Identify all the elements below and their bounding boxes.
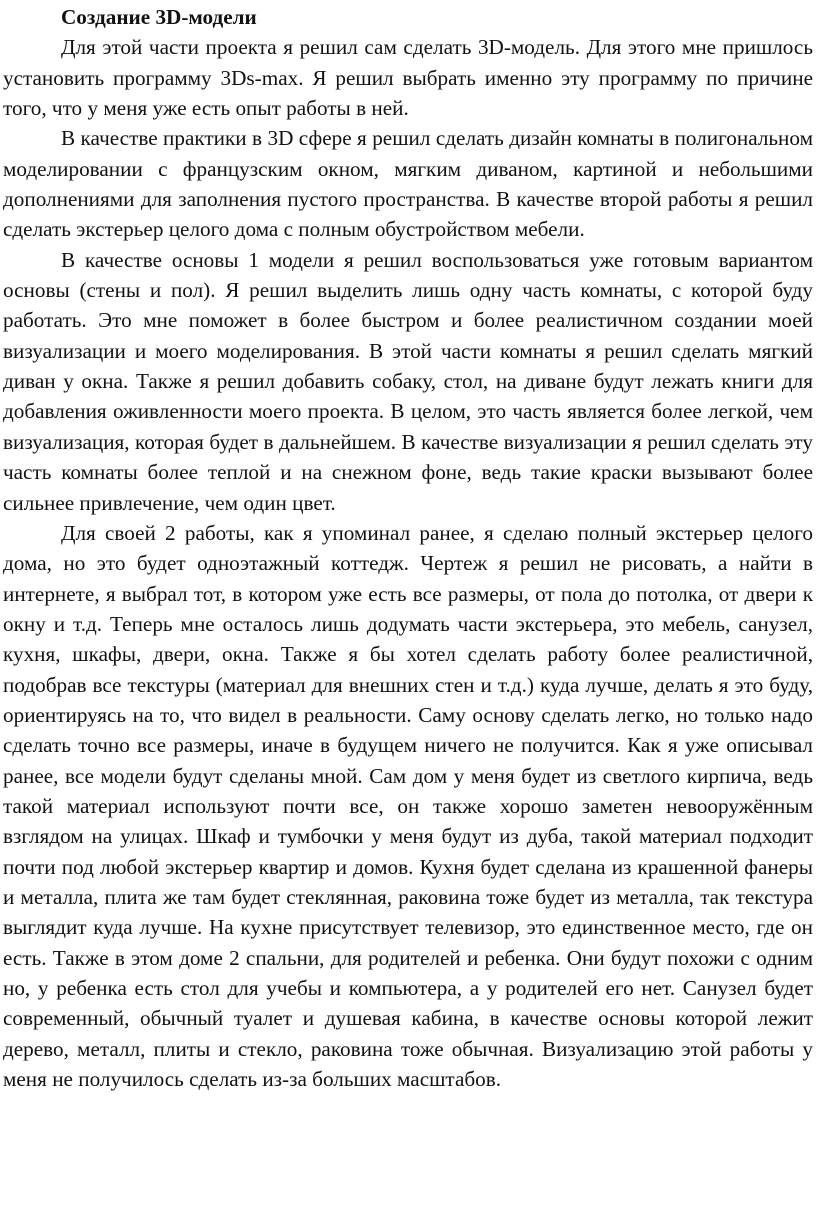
paragraph-practice: В качестве практики в 3D сфере я решил сделать дизайн комнаты в полигональном моделировании с французским окном, мягким диваном, картиной и небольшими дополнениями для заполнения пустого пространства. В качестве второй работы я решил сделать экстерьер целого дома с полным обустройством мебели.: [3, 126, 813, 242]
document-page: [0, 2, 816, 1094]
paragraph-first-model: В качестве основы 1 модели я решил воспользоваться уже готовым вариантом основы (стены и пол). Я решил выделить лишь одну часть комнаты, с которой буду работать. Это мне поможет в более быстром и более реалистичном создании моей визуализации и моего моделирования. В этой части комнаты я решил сделать мягкий диван у окна. Также я решил добавить собаку, стол, на диване будут лежать книги для добавления оживленности моего проекта. В целом, это часть является более легкой, чем визуализация, которая будет в дальнейшем. В качестве визуализации я решил сделать эту часть комнаты более теплой и на снежном фоне, ведь такие краски вызывают более сильнее привлечение, чем один цвет.: [3, 247, 813, 515]
section-heading: Создание 3D-модели: [61, 5, 257, 29]
paragraph-second-work: Для своей 2 работы, как я упоминал ранее, я сделаю полный экстерьер целого дома, но это будет одноэтажный коттедж. Чертеж я решил не рисовать, а найти в интернете, я выбрал тот, в котором уже есть все размеры, от пола до потолка, от двери к окну и т.д. Теперь мне осталось лишь додумать части экстерьера, это мебель, санузел, кухня, шкафы, двери, окна. Также я бы хотел сделать работу более реалистичной, подобрав все текстуры (материал для внешних стен и т.д.) куда лучше, делать я это буду, ориентируясь на то, что видел в реальности. Саму основу сделать легко, но только надо сделать точно все размеры, иначе в будущем ничего не получится. Как я уже описывал ранее, все модели будут сделаны мной. Сам дом у меня будет из светлого кирпича, ведь такой материал используют почти все, он также хорошо заметен невооружённым взглядом на улицах. Шкаф и тумбочки у меня будут из дуба, такой материал подходит почти под любой экстерьер квартир и домов. Кухня будет сделана из крашенной фанеры и металла, плита же там будет стеклянная, раковина тоже будет из металла, так текстура выглядит куда лучше. На кухне присутствует телевизор, это единственное место, где он есть. Также в этом доме 2 спальни, для родителей и ребенка. Они будут похожи с одним но, у ребенка есть стол для учебы и компьютера, а у родителей его нет. Санузел будет современный, обычный туалет и душевая кабина, в качестве основы которой лежит дерево, металл, плиты и стекло, раковина тоже обычная. Визуализацию этой работы у меня не получилось сделать из-за больших масштабов.: [3, 520, 813, 1092]
paragraph-3d-model-intro: Для этой части проекта я решил сам сделать 3D-модель. Для этого мне пришлось установить программу 3Ds-max. Я решил выбрать именно эту программу по причине того, что у меня уже есть опыт работы в ней.: [3, 35, 813, 121]
